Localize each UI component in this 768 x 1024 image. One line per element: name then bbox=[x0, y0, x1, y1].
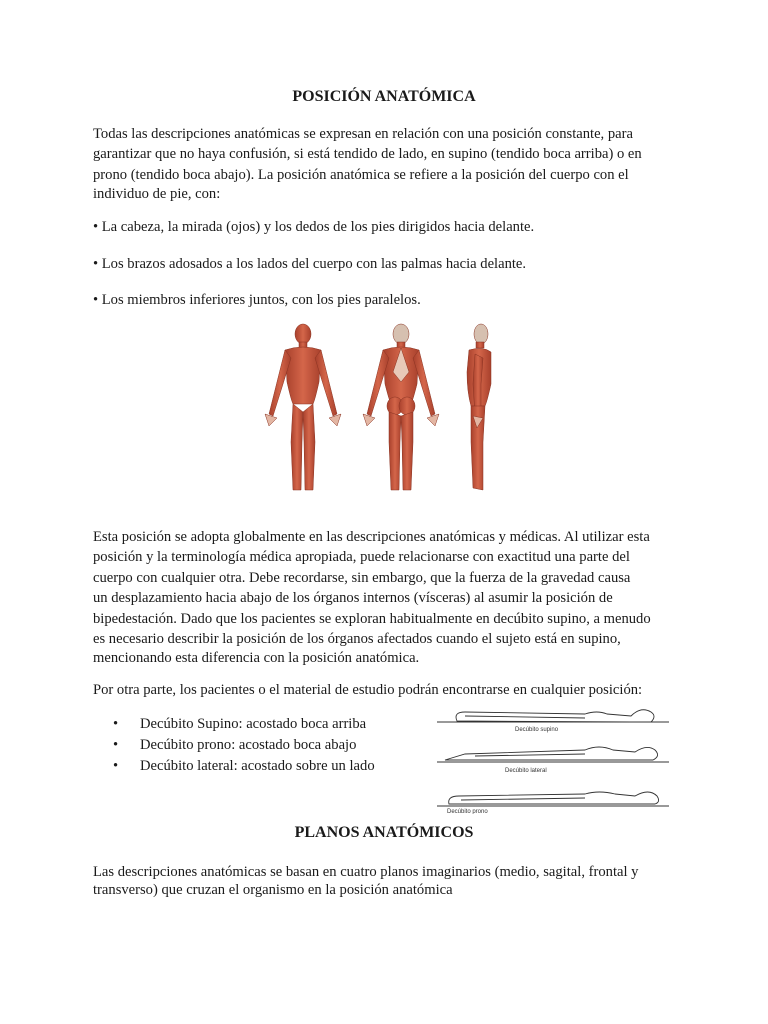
body-line: mencionando esta diferencia con la posición anatómica. bbox=[93, 650, 420, 666]
body-line: un desplazamiento hacia abajo de los órganos internos (vísceras) al asumir la posición de bbox=[93, 590, 613, 606]
prono-figure-image bbox=[435, 786, 671, 814]
intro-line: prono (tendido boca abajo). La posición anatómica se refiere a la posición del cuerpo con el bbox=[93, 167, 629, 183]
caption-supino: Decúbito supino bbox=[515, 727, 559, 733]
list-item bbox=[113, 756, 375, 777]
caption-lateral: Decúbito lateral bbox=[505, 768, 547, 774]
position-lateral: Decúbito lateral: acostado sobre un lado bbox=[140, 758, 375, 774]
back-view-figure bbox=[363, 324, 439, 490]
intro-line: individuo de pie, con: bbox=[93, 186, 221, 202]
body-line: posición y la terminología médica apropiada, puede relacionarse con exactitud una parte del bbox=[93, 549, 630, 565]
side-view-figure bbox=[467, 324, 491, 490]
body-line: bipedestación. Dado que los pacientes se exploran habitualmente en decúbito supino, a menudo bbox=[93, 611, 651, 627]
planes-line: Las descripciones anatómicas se basan en cuatro planos imaginarios (medio, sagital, frontal y bbox=[93, 864, 639, 880]
positions-list bbox=[113, 714, 375, 777]
intro-line: garantizar que no haya confusión, si está tendido de lado, en supino (tendido boca arriba) o en bbox=[93, 146, 642, 162]
position-prono: Decúbito prono: acostado boca abajo bbox=[140, 737, 357, 753]
body-line: cuerpo con cualquier otra. Debe recordarse, sin embargo, que la fuerza de la gravedad causa bbox=[93, 570, 631, 586]
body-line: es necesario describir la posición de los órganos afectados cuando el sujeto está en supino, bbox=[93, 631, 621, 647]
intro-line: Todas las descripciones anatómicas se expresan en relación con una posición constante, para bbox=[93, 126, 633, 142]
front-view-figure bbox=[265, 324, 341, 490]
position-supino: Decúbito Supino: acostado boca arriba bbox=[140, 716, 367, 732]
caption-prono: Decúbito prono bbox=[447, 809, 488, 814]
other-positions-line: Por otra parte, los pacientes o el material de estudio podrán encontrarse en cualquier posición: bbox=[93, 682, 643, 698]
point-arms: • Los brazos adosados a los lados del cuerpo con las palmas hacia delante. bbox=[93, 256, 527, 272]
body-line: Esta posición se adopta globalmente en las descripciones anatómicas y médicas. Al utilizar esta bbox=[93, 529, 650, 545]
bullet-icon: • bbox=[113, 737, 119, 753]
page-title: POSICIÓN ANATÓMICA bbox=[292, 88, 476, 105]
planes-line: transverso) que cruzan el organismo en la posición anatómica bbox=[93, 882, 453, 898]
planes-title: PLANOS ANATÓMICOS bbox=[294, 824, 474, 841]
list-item bbox=[113, 714, 375, 735]
lateral-figure-image bbox=[435, 740, 671, 776]
bullet-icon: • bbox=[113, 758, 119, 774]
list-item bbox=[113, 735, 375, 756]
supino-figure-image bbox=[435, 700, 671, 734]
bullet-icon: • bbox=[113, 716, 119, 732]
point-head: • La cabeza, la mirada (ojos) y los dedos de los pies dirigidos hacia delante. bbox=[93, 219, 535, 235]
point-legs: • Los miembros inferiores juntos, con los pies paralelos. bbox=[93, 292, 421, 308]
anatomy-figure-image bbox=[255, 322, 515, 492]
